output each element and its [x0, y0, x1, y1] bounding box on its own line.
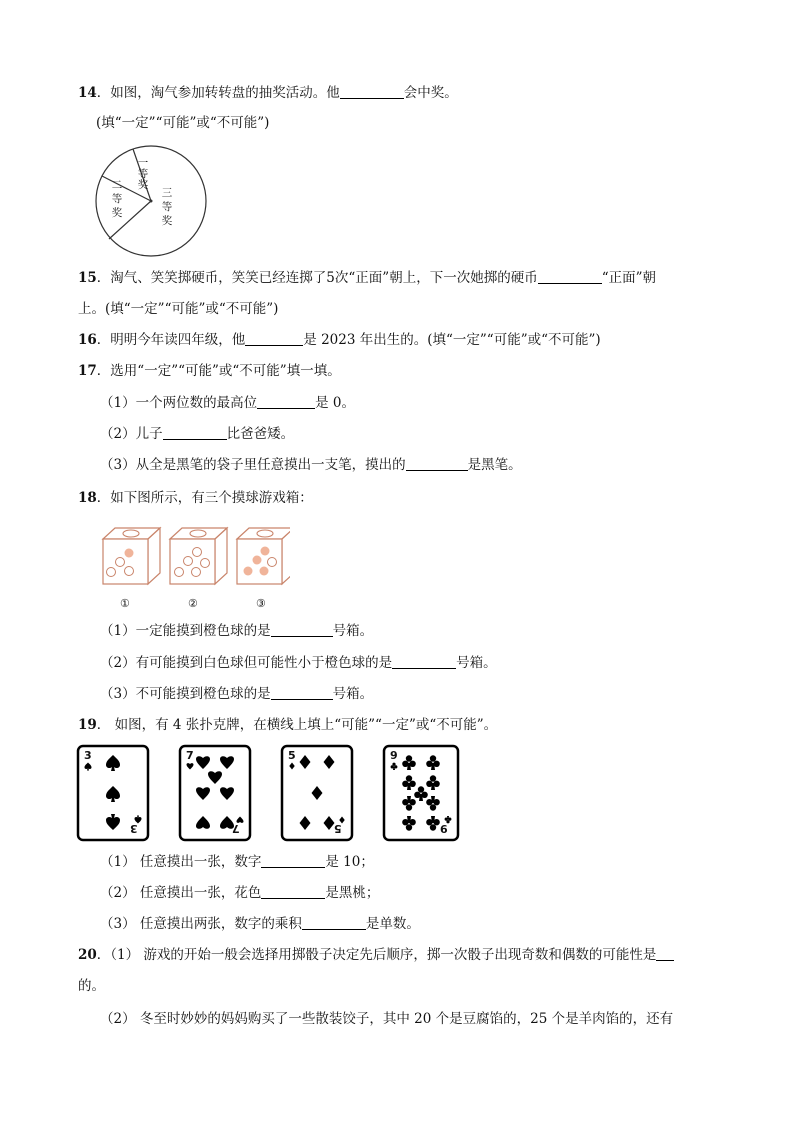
question-15-cont: 上。(填“一定”“可能”或“不可能”): [78, 301, 279, 317]
card-rank: 9: [440, 822, 448, 835]
question-20-cont: 的。: [78, 978, 105, 994]
wheel-label-third-prize: 三等奖: [161, 187, 173, 227]
question-text: ． 如图，有 4 张扑克牌，在横线上填上“可能”“一定”或“不可能”。: [96, 717, 498, 733]
ball-boxes-figure: [100, 525, 290, 591]
answer-blank[interactable]: [163, 425, 227, 440]
answer-blank[interactable]: [302, 915, 366, 930]
item-text: 号箱。: [332, 686, 374, 702]
question-16: [78, 331, 601, 349]
question-number: 16: [78, 332, 97, 348]
question-20: [78, 946, 674, 964]
question-text: 会中奖。: [403, 85, 458, 101]
card-rank: 5: [334, 822, 342, 835]
question-number: 20: [78, 947, 97, 963]
answer-blank[interactable]: [392, 654, 456, 669]
question-text: ．选用“一定”“可能”或“不可能”填一填。: [96, 363, 341, 379]
question-number: 14: [78, 85, 97, 101]
question-text: ．（1） 游戏的开始一般会选择用掷骰子决定先后顺序，掷一次骰子出现奇数和偶数的可能性是: [96, 947, 657, 963]
item-text: 比爸爸矮。: [226, 426, 295, 442]
question-number: 15: [78, 270, 97, 286]
answer-blank[interactable]: [245, 331, 303, 346]
question-text: ．如图，淘气参加转转盘的抽奖活动。他: [96, 85, 340, 101]
answer-blank[interactable]: [656, 946, 674, 961]
question-text: ．明明今年读四年级，他: [96, 332, 246, 348]
item-text: （1）一定能摸到橙色球的是: [100, 623, 271, 639]
item-text: 是单数。: [365, 916, 420, 932]
question-15: [78, 269, 656, 287]
question-17-item-3: [100, 456, 522, 474]
answer-blank[interactable]: [261, 853, 325, 868]
question-18-item-3: [100, 685, 373, 703]
item-text: 是黑桃；: [325, 885, 380, 901]
item-text: （3）从全是黑笔的袋子里任意摸出一支笔，摸出的: [100, 457, 406, 473]
question-hint: (填“一定”“可能”或“不可能”): [96, 115, 270, 131]
item-text: （2）儿子: [100, 426, 163, 442]
question-text: ．淘气、笑笑掷硬币，笑笑已经连掷了5次“正面”朝上，下一次她掷的硬币: [96, 270, 538, 286]
question-17-item-2: [100, 425, 294, 443]
card-rank: 7: [232, 822, 240, 835]
item-text: （1） 任意摸出一张，数字: [100, 854, 262, 870]
item-text: 是 10；: [325, 854, 374, 870]
item-text: （2） 任意摸出一张，花色: [100, 885, 262, 901]
item-text: （1）一个两位数的最高位: [100, 395, 258, 411]
answer-blank[interactable]: [340, 84, 404, 99]
ball-box-2: [170, 528, 227, 584]
ball-box-3: [237, 528, 290, 584]
question-number: 19: [78, 717, 97, 733]
card-rank: 3: [84, 749, 92, 762]
item-text: （3） 任意摸出两张，数字的乘积: [100, 916, 302, 932]
item-text: （2）有可能摸到白色球但可能性小于橙色球的是: [100, 655, 393, 671]
wheel-label-first-prize: 一等奖: [137, 157, 149, 191]
question-number: 17: [78, 363, 97, 379]
question-18: [78, 489, 313, 507]
card-rank: 9: [390, 749, 398, 762]
answer-blank[interactable]: [538, 269, 602, 284]
item-text: 是黑笔。: [467, 457, 522, 473]
answer-blank[interactable]: [406, 456, 468, 471]
card-rank: 5: [288, 749, 296, 762]
answer-blank[interactable]: [257, 394, 315, 409]
question-17: [78, 362, 341, 380]
question-19-item-1: [100, 853, 374, 871]
item-text: 号箱。: [456, 655, 497, 671]
question-17-item-1: [100, 394, 355, 412]
question-text: ．如下图所示，有三个摸球游戏箱：: [96, 490, 313, 506]
box-label-3: ③: [256, 597, 266, 610]
item-text: 是 0。: [315, 395, 355, 411]
question-text: “正面”朝: [601, 270, 657, 286]
question-18-item-2: [100, 654, 497, 672]
box-label-2: ②: [188, 597, 198, 610]
box-label-1: ①: [120, 597, 130, 610]
answer-blank[interactable]: [261, 884, 325, 899]
ball-box-1: [103, 528, 160, 584]
question-19-item-2: [100, 884, 379, 902]
answer-blank[interactable]: [271, 622, 333, 637]
question-text: 是 2023 年出生的。(填“一定”“可能”或“不可能”): [303, 332, 601, 348]
card-rank: 7: [186, 749, 194, 762]
question-number: 18: [78, 490, 97, 506]
question-14: [78, 84, 458, 102]
question-19: [78, 716, 497, 734]
question-19-item-3: [100, 915, 420, 933]
item-text: （3）不可能摸到橙色球的是: [100, 686, 271, 702]
answer-blank[interactable]: [271, 685, 333, 700]
question-18-item-1: [100, 622, 373, 640]
item-text: 号箱。: [332, 623, 374, 639]
question-20-item-2: （2） 冬至时妙妙的妈妈购买了一些散装饺子，其中 20 个是豆腐馅的，25 个是羊肉馅的，还有: [100, 1011, 674, 1027]
card-rank: 3: [130, 822, 138, 835]
wheel-label-second-prize: 二等奖: [111, 179, 123, 219]
